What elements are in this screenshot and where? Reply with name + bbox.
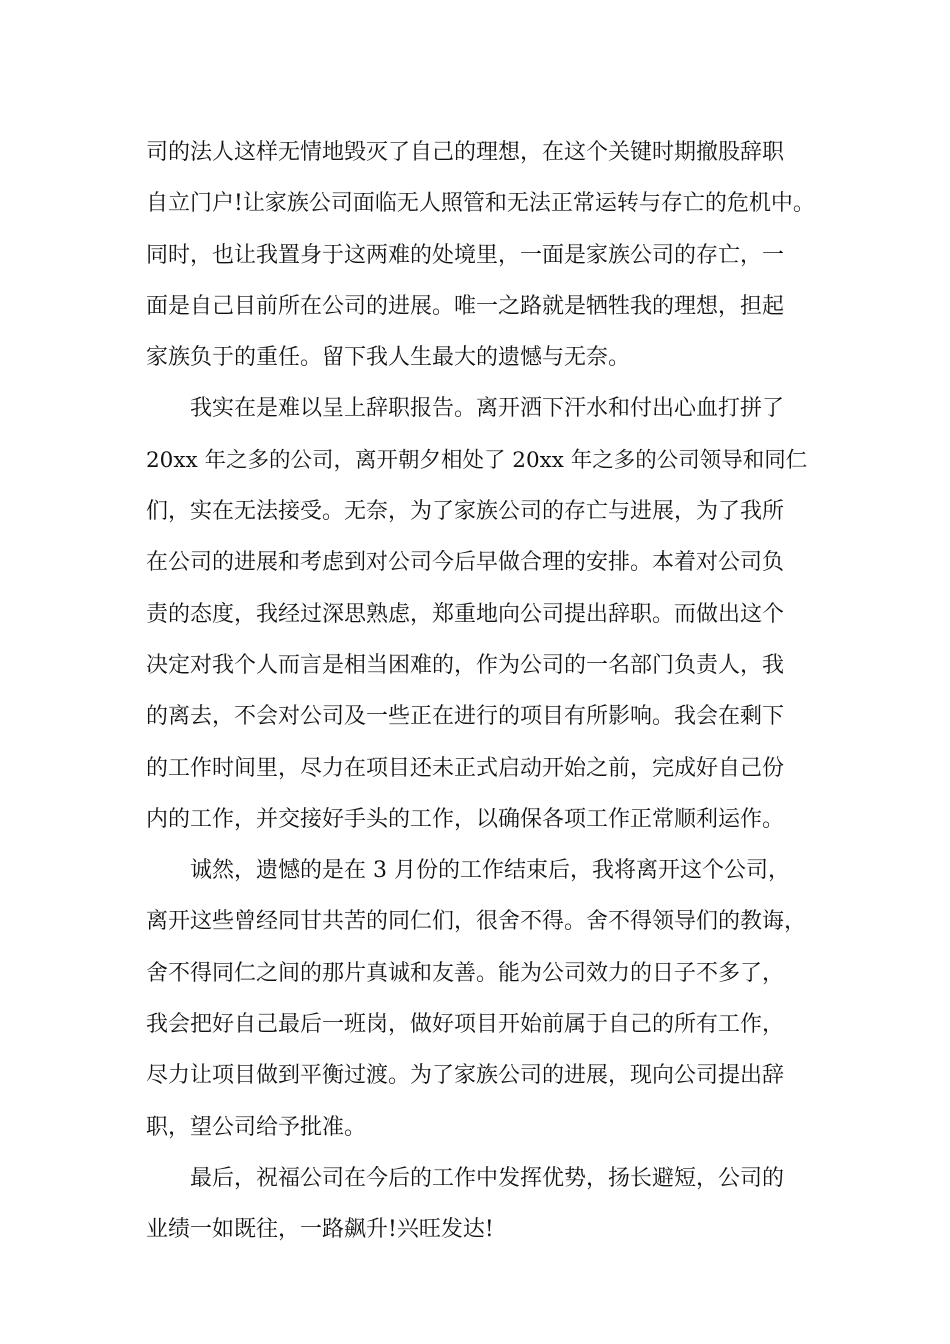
text-line: 诚然，遗憾的是在 3 月份的工作结束后，我将离开这个公司， bbox=[190, 858, 790, 884]
text-line: 决定对我个人而言是相当困难的，作为公司的一名部门负责人，我 bbox=[146, 652, 785, 678]
text-line: 自立门户!让家族公司面临无人照管和无法正常运转与存亡的危机中。 bbox=[146, 191, 815, 217]
text-line: 们，实在无法接受。无奈，为了家族公司的存亡与进展，为了我所 bbox=[146, 499, 785, 525]
text-line: 舍不得同仁之间的那片真诚和友善。能为公司效力的日子不多了， bbox=[146, 960, 785, 986]
text-line: 同时，也让我置身于这两难的处境里，一面是家族公司的存亡，一 bbox=[146, 242, 785, 268]
text-line: 业绩一如既往，一路飙升!兴旺发达! bbox=[146, 1217, 494, 1243]
text-line: 最后，祝福公司在今后的工作中发挥优势，扬长避短，公司的 bbox=[190, 1165, 785, 1191]
text-line: 责的态度，我经过深思熟虑，郑重地向公司提出辞职。而做出这个 bbox=[146, 601, 785, 627]
text-line: 的工作时间里，尽力在项目还未正式启动开始之前，完成好自己份 bbox=[146, 755, 785, 781]
text-line: 的离去，不会对公司及一些正在进行的项目有所影响。我会在剩下 bbox=[146, 704, 785, 730]
text-line: 20xx 年之多的公司，离开朝夕相处了 20xx 年之多的公司领导和同仁 bbox=[146, 447, 808, 473]
text-line: 职，望公司给予批准。 bbox=[146, 1114, 367, 1140]
text-line: 尽力让项目做到平衡过渡。为了家族公司的进展，现向公司提出辞 bbox=[146, 1063, 785, 1089]
text-line: 在公司的进展和考虑到对公司今后早做合理的安排。本着对公司负 bbox=[146, 550, 785, 576]
text-line: 离开这些曾经同甘共苦的同仁们，很舍不得。舍不得领导们的教诲， bbox=[146, 909, 807, 935]
text-line: 司的法人这样无情地毁灭了自己的理想，在这个关键时期撤股辞职 bbox=[146, 140, 785, 165]
text-line: 内的工作，并交接好手头的工作，以确保各项工作正常顺利运作。 bbox=[146, 806, 785, 832]
text-line: 家族负于的重任。留下我人生最大的遗憾与无奈。 bbox=[146, 345, 631, 371]
text-line: 我会把好自己最后一班岗，做好项目开始前属于自己的所有工作， bbox=[146, 1012, 785, 1038]
text-line: 面是自己目前所在公司的进展。唯一之路就是牺牲我的理想，担起 bbox=[146, 293, 785, 319]
text-line: 我实在是难以呈上辞职报告。离开洒下汗水和付出心血打拼了 bbox=[190, 396, 785, 422]
letter-body bbox=[146, 131, 822, 1260]
